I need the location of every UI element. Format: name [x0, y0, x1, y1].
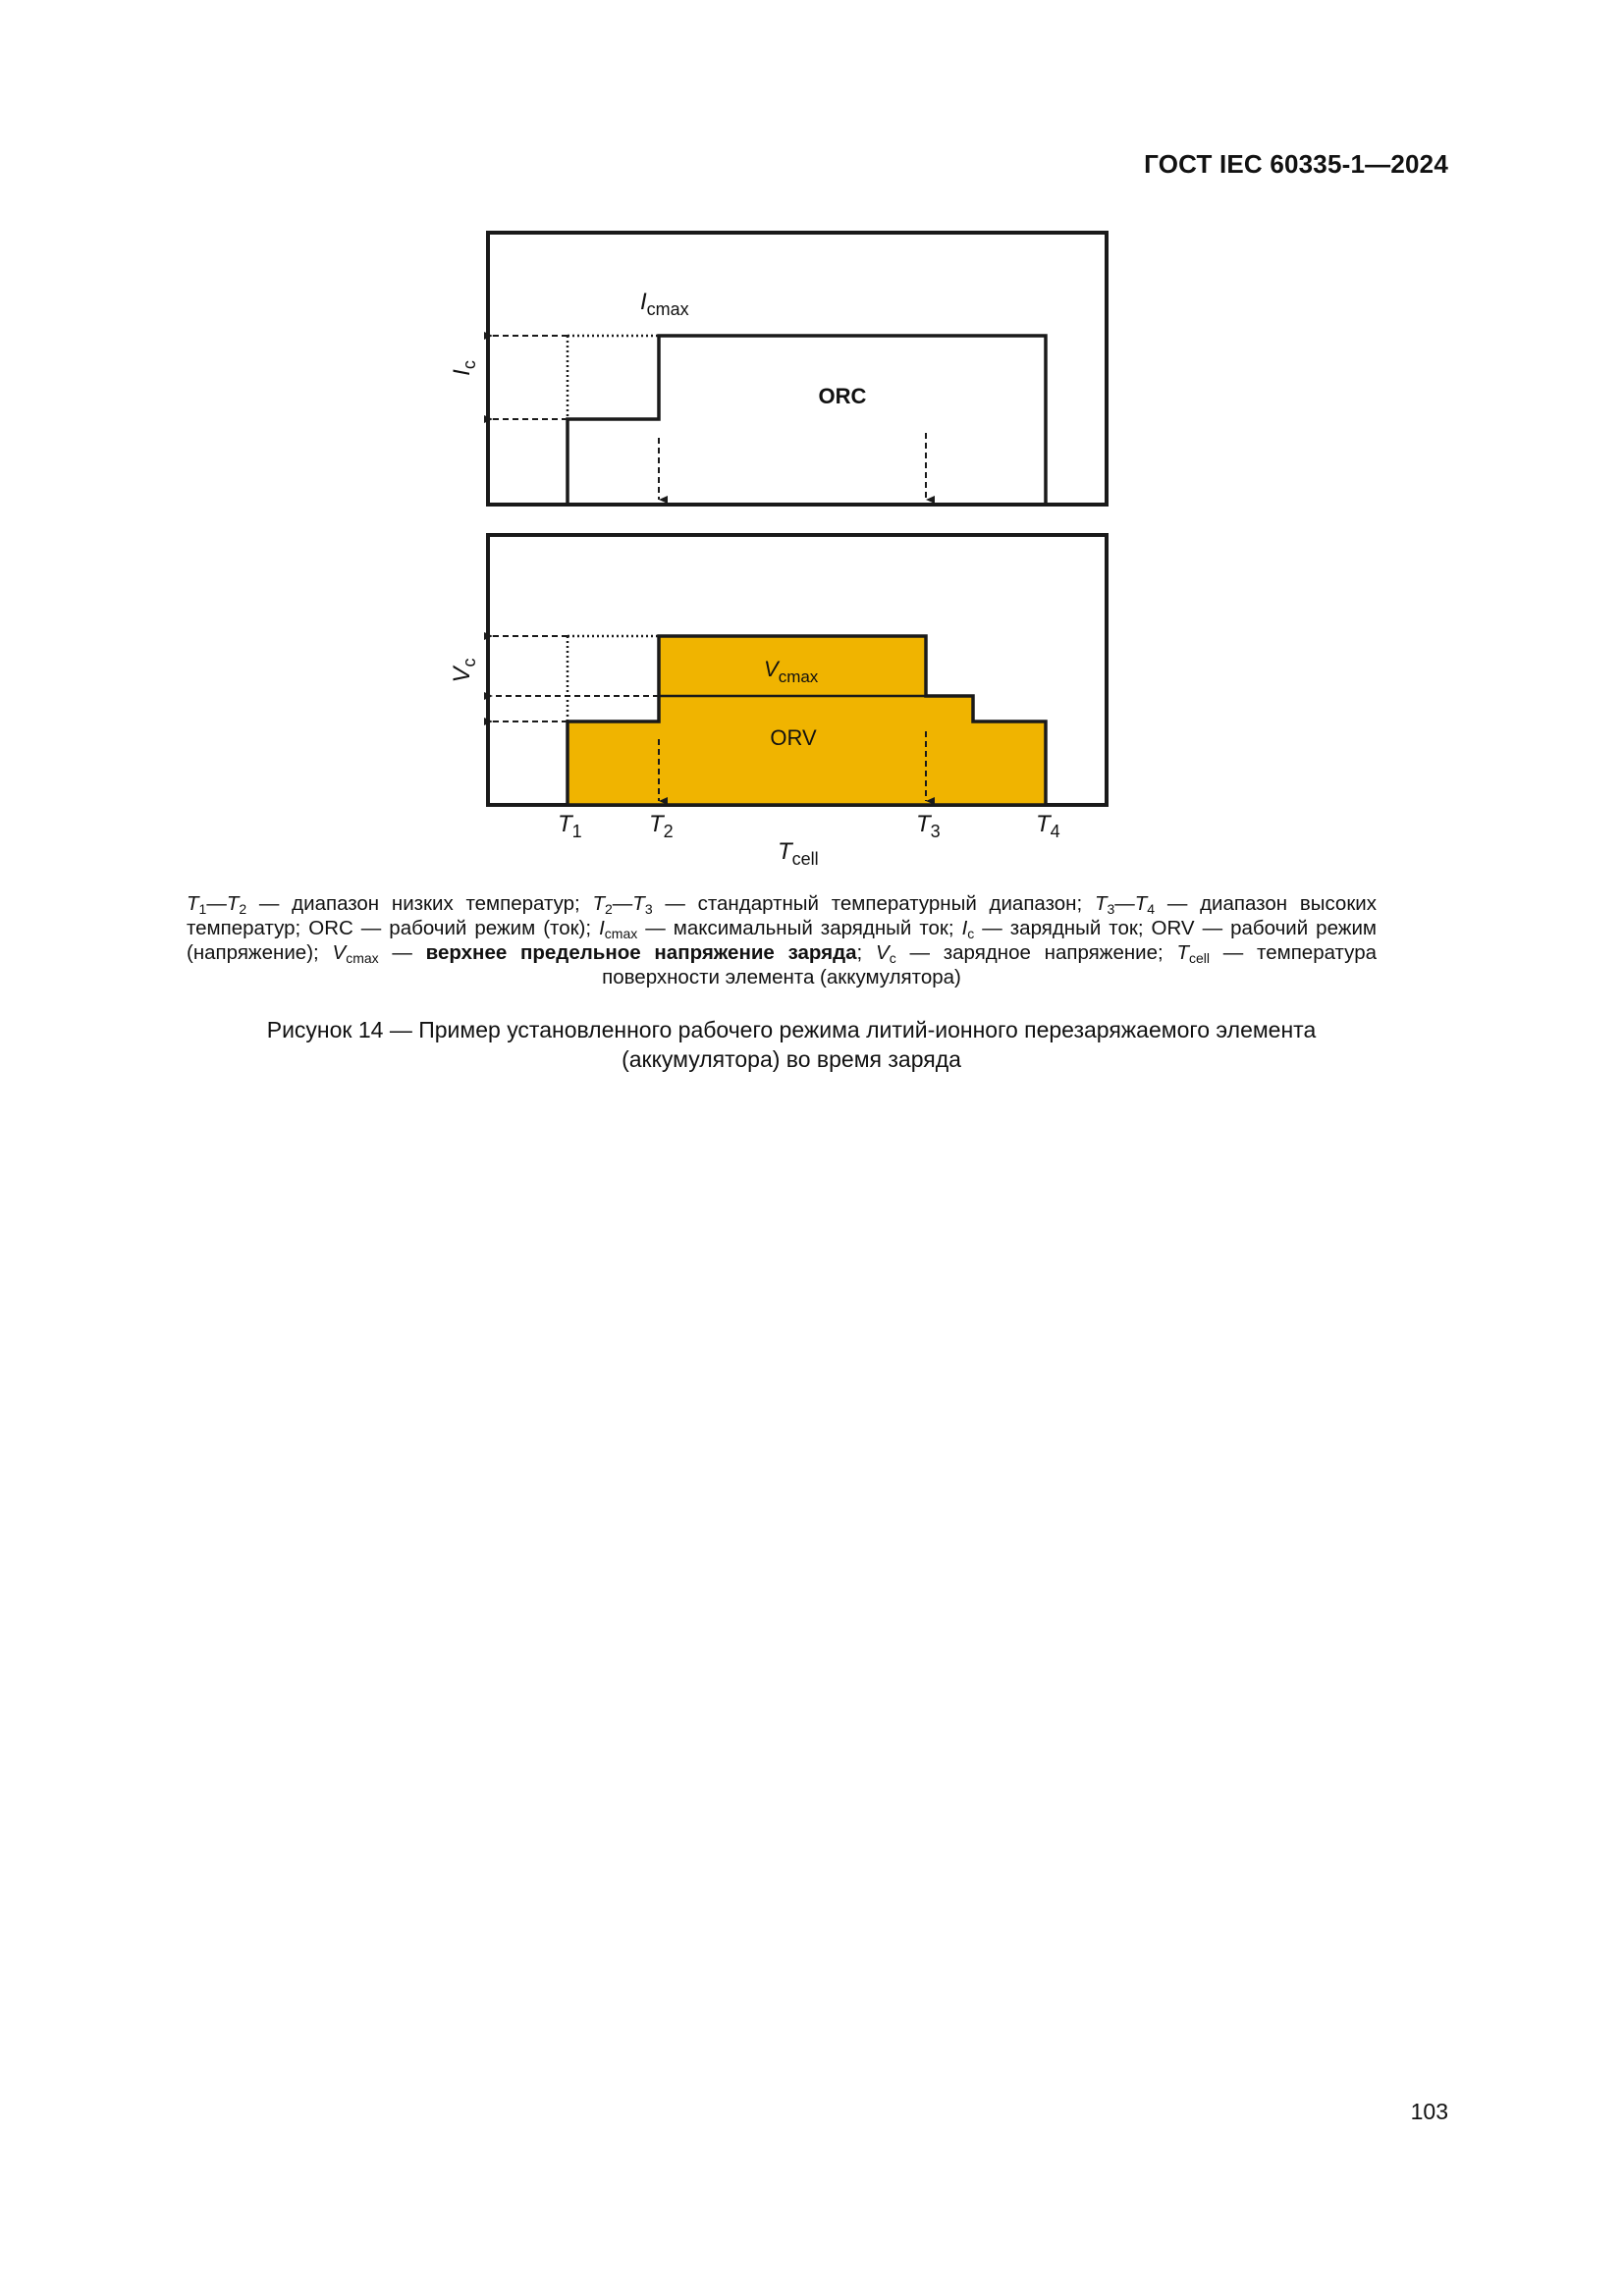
figure-svg	[432, 221, 1139, 879]
orc-step-outline	[568, 336, 1046, 505]
legend-text: — стандартный температурный диапазон;	[652, 892, 1095, 915]
top-panel-frame	[488, 233, 1107, 505]
figure-legend	[187, 891, 1377, 989]
legend-sym: T	[1094, 892, 1108, 915]
label-icmax: $I_{cmax}$	[640, 289, 689, 319]
legend-text: —	[1114, 892, 1135, 915]
legend-text: — диапазон высоких температур; ORC — рабочий режим (ток);	[187, 892, 1377, 939]
legend-sym: T	[226, 892, 240, 915]
x-tick-t1: $T_1$	[558, 811, 582, 841]
legend-sym: V	[876, 941, 890, 964]
label-vcmax: $V_{cmax}$	[764, 657, 819, 686]
legend-sub: cell	[1189, 950, 1211, 966]
legend-sub: c	[967, 926, 975, 941]
legend-sub: c	[889, 950, 896, 966]
legend-text: — диапазон низких температур;	[246, 892, 593, 915]
x-tick-t3: $T_3$	[916, 811, 941, 841]
legend-text: — максимальный зарядный ток;	[637, 917, 962, 939]
document-id-header: ГОСТ IEC 60335-1—2024	[1144, 149, 1448, 179]
legend-sub: cmax	[604, 926, 638, 941]
figure-caption: Рисунок 14 — Пример установленного рабочего режима литий-ионного перезаряжаемого элемента (аккумулятора) во время заряда	[266, 1017, 1317, 1072]
orv-filled-region	[568, 636, 1046, 805]
legend-text: —	[206, 892, 227, 915]
legend-sym: I	[961, 917, 968, 939]
legend-sub: 1	[198, 901, 207, 917]
legend-sym: T	[632, 892, 645, 915]
page-number: 103	[1410, 2099, 1448, 2124]
x-axis-label-tcell: $T_{cell}$	[778, 838, 819, 869]
x-tick-t2: $T_2$	[649, 811, 674, 841]
legend-sym: T	[1176, 941, 1190, 964]
y-axis-label-vc: $V_c$	[449, 658, 479, 683]
legend-sub: 2	[605, 901, 613, 917]
legend-text: — зарядное напряжение;	[895, 941, 1177, 964]
x-tick-t4: $T_4$	[1036, 811, 1060, 841]
label-orv: ORV	[770, 725, 817, 750]
legend-sub: cmax	[346, 950, 379, 966]
legend-sym: T	[187, 892, 199, 915]
label-orc: ORC	[818, 384, 867, 408]
legend-sub: 2	[239, 901, 247, 917]
legend-text: —	[378, 941, 426, 964]
y-axis-label-ic: $I_c$	[449, 360, 479, 376]
legend-text: — температура поверхности элемента (аккумулятора)	[602, 941, 1377, 988]
legend-sym: T	[1134, 892, 1148, 915]
legend-text: ;	[856, 941, 877, 964]
legend-sub: 4	[1147, 901, 1156, 917]
legend-sym: I	[599, 917, 605, 939]
legend-text: — зарядный ток; ORV — рабочий режим (напряжение);	[187, 917, 1377, 964]
legend-sub: 3	[644, 901, 653, 917]
legend-sub: 3	[1107, 901, 1115, 917]
legend-bold-text: верхнее предельное напряжение заряда	[425, 941, 857, 964]
legend-sym: T	[592, 892, 605, 915]
legend-sym: V	[332, 941, 347, 964]
legend-text: —	[612, 892, 633, 915]
figure-charging-diagram	[432, 221, 1139, 879]
